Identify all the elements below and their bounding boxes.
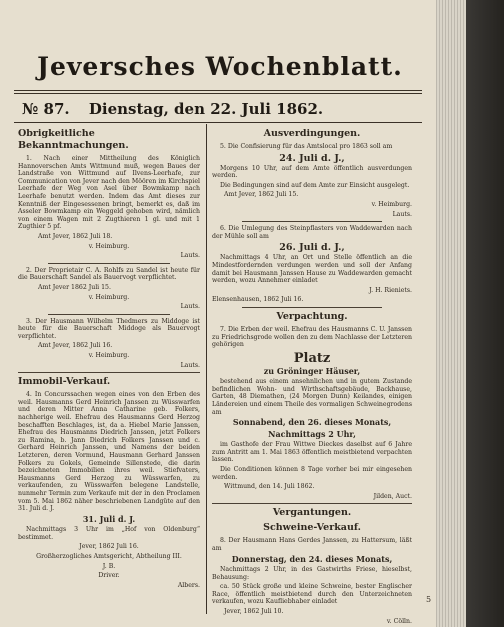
notice-8-sign: Jever, 1862 Juli 10.: [224, 607, 284, 615]
notice-5: 5. Die Confisierung für das Amtslocal pro 1863 soll am: [220, 143, 393, 150]
notice-7-rest: im Gasthofe der Frau Wittwe Dieckes daselbst auf 6 Jahre zum Antritt am 1. Mai 1863 öffentlich meistbietend verpachten lassen.: [212, 441, 412, 464]
notice-7-time: Nachmittags 2 Uhr,: [268, 428, 356, 439]
notice-7-date: Sonnabend, den 26. dieses Monats,: [232, 417, 392, 428]
notice-7-sign: Wittmund, den 14. Juli 1862.: [224, 483, 315, 491]
masthead-rule-2: [14, 93, 422, 94]
column-divider: [206, 124, 207, 614]
issue-dateline: [22, 100, 402, 118]
separator: [242, 307, 382, 308]
notice-7: 7. Die Erben der weil. Ehefrau des Hausmanns C. U. Janssen zu Friedrichsgrode wollen den zu dem Nachlasse der Letzteren gehörigen: [212, 325, 412, 349]
notice-2: 2. Der Proprietair C. A. Rohlfs zu Sandel ist heute für die Bauerschaft Sandel als Bauervogt verpflichtet.: [18, 266, 200, 282]
notice-6-date: 26. Juli d. J.,: [279, 242, 345, 254]
notice-5-sign: Amt Jever, 1862 Juli 15.: [224, 191, 299, 199]
notice-8-time: Nachmittags 2 Uhr, in des Gastwirths Friese, hieselbst, Behausung:: [212, 566, 412, 581]
notice-6-sign: Elensenhausen, 1862 Juli 16.: [212, 296, 304, 304]
notice-4-sign: Jever, 1862 Juli 16.: [79, 543, 139, 551]
notice-5-clerk: Lauts.: [392, 210, 412, 218]
notice-1-clerk: Lauts.: [180, 252, 200, 260]
notice-8-date: Donnerstag, den 24. dieses Monats,: [231, 553, 393, 564]
notice-2-sign: Amt Jever 1862 Juli 15.: [38, 283, 111, 291]
tenders-heading: Ausverdingungen.: [263, 128, 361, 139]
separator: [242, 221, 382, 222]
book-spine: [466, 0, 504, 627]
pig-sale-heading: Schweine-Verkauf.: [263, 522, 361, 534]
separator: [18, 372, 200, 373]
separator: [48, 263, 170, 264]
separator: [212, 503, 412, 504]
official-notices-heading: Obrigkeitliche Bekanntmachungen.: [18, 128, 129, 151]
notice-8-name: v. Cölln.: [386, 617, 412, 625]
left-column: [18, 126, 200, 591]
real-estate-sale-heading: Immobil-Verkauf.: [18, 376, 111, 388]
issue-date: Dienstag, den 22. Juli 1862.: [88, 100, 324, 118]
right-column: [212, 126, 412, 627]
notice-7-more: bestehend aus einem ansehnlichen und in gutem Zustande befindlichen Wohn- und Wirthschaftsgebäude, Backhause, Garten, 48 Diemathen, (24 Morgen Dunn) Keilandes, einigen Ländereien und einem Theile des vormaligen Schweinegrodens am: [212, 378, 412, 416]
masthead-title: Jeversches Wochenblatt.: [37, 52, 403, 81]
notice-4-court: Großherzogliches Amtsgericht, Abtheilung III.: [36, 553, 182, 561]
notice-5-more: Morgens 10 Uhr, auf dem Amte öffentlich ausverdungen werden.: [212, 164, 412, 180]
notice-2-clerk: Lauts.: [180, 303, 200, 311]
auctions-heading: Vergantungen.: [272, 507, 352, 519]
notice-3-name: v. Heimburg.: [88, 352, 130, 360]
notice-5-cond: Die Bedingungen sind auf dem Amte zur Einsicht ausgelegt.: [220, 181, 410, 189]
notice-1: 1. Nach einer Mittheilung des Königlich Hannoverschen Amts Wittmund muß, wegen Baues der Landstraße von Wittmund auf Ilvens-Leerhafe, zur Communication von Jever nach den Möören im Kirchspiel Leerhafe der Weg von Asel über Bowmkamp nach Leerhafe benutzt werden. Indem das Amt dieses zur Kenntniß der Eingesessenen bringt, bemerkt es, daß im Asseler Bowmkamp ein Weggeld gehoben wird, nämlich von einem Wagen mit 2 Zugthieren 1 gl. und mit 1 Zugthier 5 pf.: [18, 155, 200, 231]
masthead-rule: [14, 90, 422, 91]
notice-6-more: Nachmittags 4 Uhr, an Ort und Stelle öffentlich an die Mindestfordernden verdungen werden und soll der Anfang damit bei Hausmann Janssen Hause zu Waddewarden gemacht werden, wozu Annehmer einladet: [212, 254, 412, 285]
page-number: 5: [426, 595, 432, 604]
notice-3: 3. Der Hausmann Wilhelm Thedmers zu Middoge ist heute für die Bauerschaft Middoge als Bauervogt verpflichtet.: [18, 317, 200, 340]
notice-1-sign: Amt Jever, 1862 Juli 18.: [38, 232, 113, 240]
notice-4-date: 31. Juli d. J.: [82, 513, 136, 524]
notice-4-more: Nachmittags 3 Uhr im „Hof von Oldenburg“ bestimmet.: [18, 526, 200, 541]
notice-3-clerk: Lauts.: [180, 361, 200, 369]
notice-3-sign: Amt Jever, 1862 Juli 16.: [38, 342, 113, 350]
notice-8: 8. Der Hausmann Hans Gerdes Janssen, zu Hattersum, läßt am: [212, 537, 412, 552]
notice-7-name: Jilden, Auct.: [373, 492, 412, 500]
notice-6: 6. Die Umlegung des Steinpflasters von Waddewarden nach der Mühle soll am: [212, 225, 412, 240]
notice-4-clerk: Driver.: [98, 572, 120, 580]
notice-6-name: J. H. Rieniets.: [369, 286, 412, 294]
notice-5-name: v. Heimburg.: [371, 200, 412, 208]
page-stack-edge: [436, 0, 466, 627]
notice-5-date: 24. Juli d. J.,: [279, 152, 345, 164]
notice-7-platz: Platz: [293, 350, 331, 366]
notice-4: 4. In Concurssachen wegen eines von den Erben des weil. Hausmanns Gerd Heinrich Janssen zu Wüsswarfen und deren Mitter Anna Catharine geb. Folkers, nachherige weil. Ehefrau des Hausmanns Gerd Herzog beschafften Beschlages, ist, da a. Hiebel Marie Janssen, Ehefrau des Hausmanns Diedrich Janssen, jetzt Folkers zu Ramina, b. Jann Diedrich Folkers Janssen und c. Gerhard Heinrich Janssen, und Namens der beiden Letzteren, deren Vormund, Hausmann Gerhard Janssen Folkers zu Gokels, Gemeinde Sillenstede, die darin bezeichneten Immobilien ihres weil. Stiefvaters, Hausmanns Gerd Herzog zu Wüsswarfen, zu verkaufenden, zu Wüsswarfen belegene Landstelle, nunmehr Termin zum Verkaufe mit der in den Proclamen vom 5. Mai 1862 näher beschriebenen Landgüte auf den 31. Juli d. J.: [18, 391, 200, 513]
notice-4-name: J. B.: [102, 562, 116, 570]
lease-heading: Verpachtung.: [276, 310, 348, 322]
notice-2-name: v. Heimburg.: [88, 293, 130, 301]
notice-7-location: zu Gröninger Häuser,: [263, 365, 361, 376]
notice-7-cond: Die Conditionen können 8 Tage vorher bei mir eingesehen werden.: [212, 465, 412, 481]
notice-4-clerk-2: Albers.: [177, 581, 200, 589]
separator: [48, 314, 170, 315]
notice-1-name: v. Heimburg.: [88, 242, 130, 250]
dateline-rule: [14, 122, 422, 123]
issue-number: № 87.: [22, 100, 70, 118]
notice-8-more: ca. 50 Stück große und kleine Schweine, bester Englischer Race, öffentlich meistbietend durch den Unterzeichneten verkaufen, wozu Kaufliebhaber einladet: [212, 583, 412, 606]
